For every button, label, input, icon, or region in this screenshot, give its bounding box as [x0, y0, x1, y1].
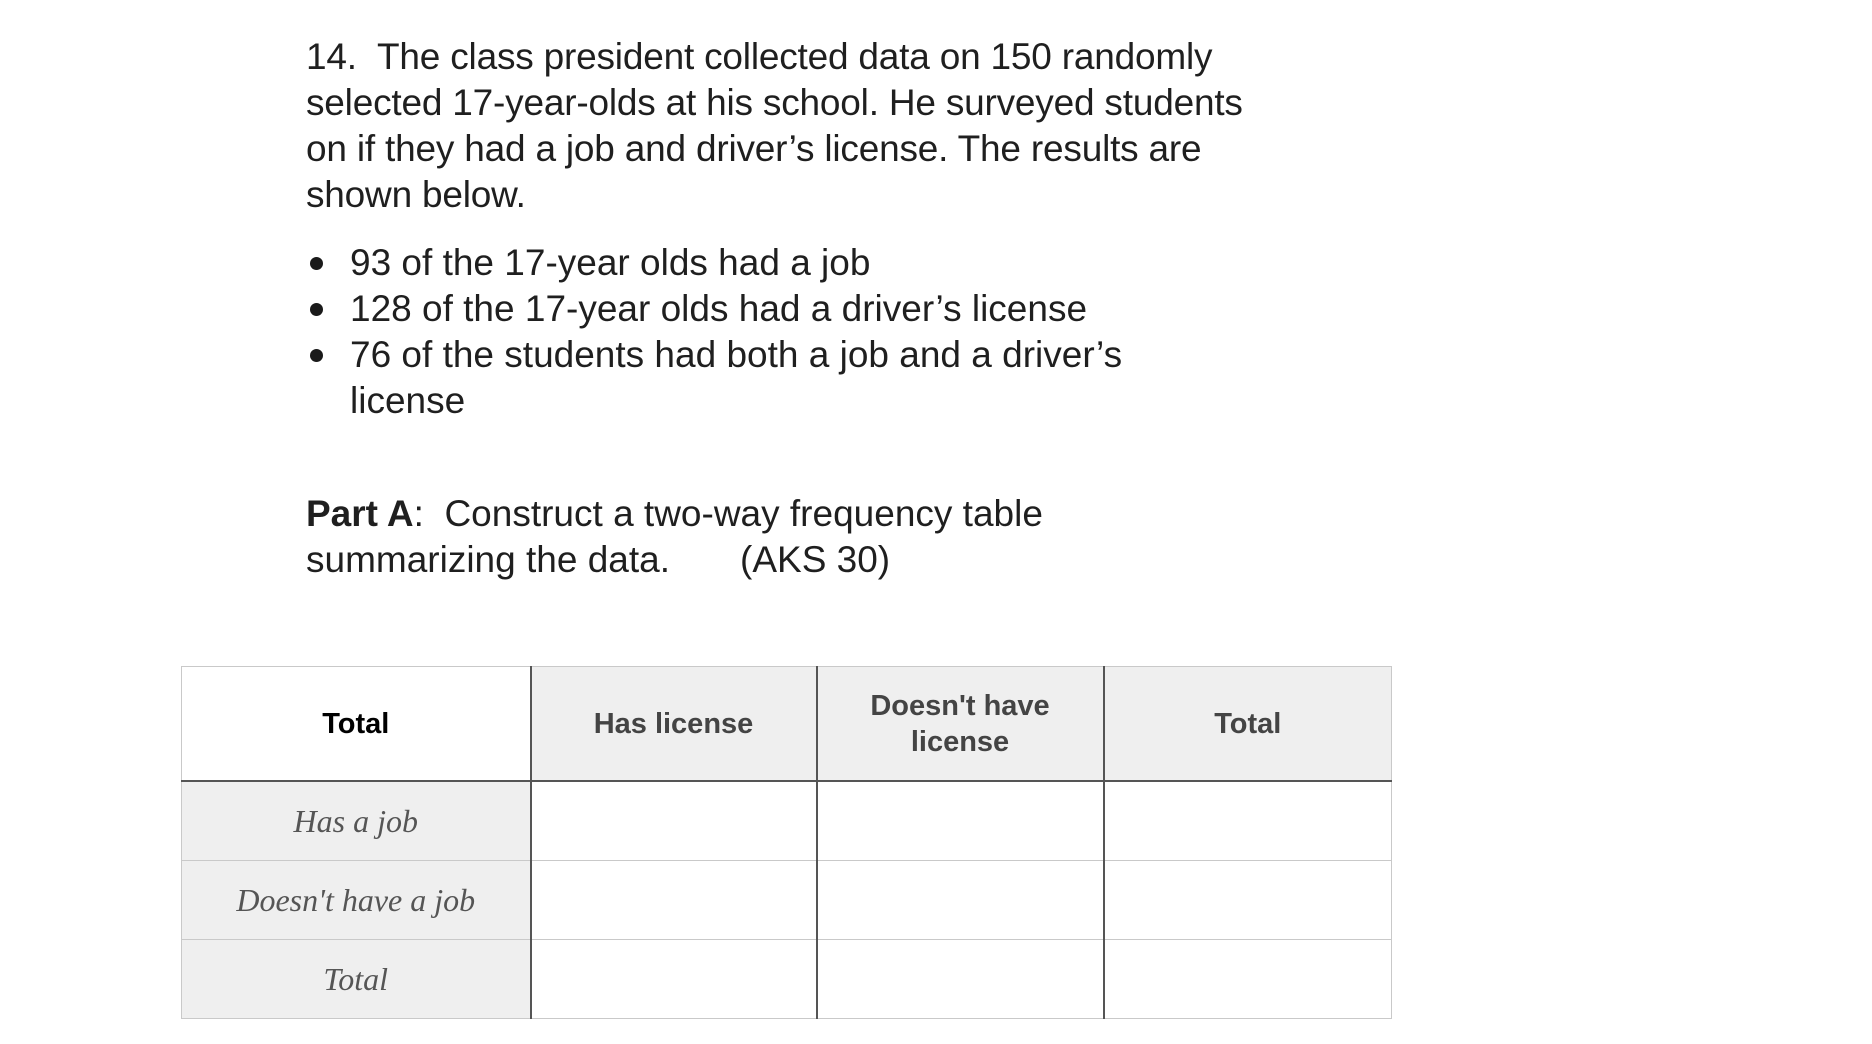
table-row [182, 861, 1392, 940]
row-label-total: Total [182, 940, 531, 1019]
cell-job-license[interactable] [531, 781, 817, 861]
header-has-license: Has license [531, 667, 817, 782]
question-text [306, 34, 1286, 218]
bullet-item [306, 286, 1206, 332]
bullet-icon [310, 349, 323, 362]
row-label-no-job: Doesn't have a job [182, 861, 531, 940]
part-a-text: Construct a two-way frequency table summarizing the data. [306, 493, 1043, 580]
bullet-text: 128 of the 17-year olds had a driver’s license [350, 288, 1088, 329]
cell-total-no-license[interactable] [817, 940, 1104, 1019]
cell-nojob-no-license[interactable] [817, 861, 1104, 940]
cell-grand-total[interactable] [1104, 940, 1392, 1019]
header-total: Total [1104, 667, 1392, 782]
header-corner-total: Total [182, 667, 531, 782]
bullet-item [306, 240, 1206, 286]
cell-nojob-license[interactable] [531, 861, 817, 940]
aks-reference: (AKS 30) [740, 539, 891, 580]
cell-nojob-total[interactable] [1104, 861, 1392, 940]
bullet-icon [310, 257, 323, 270]
cell-total-license[interactable] [531, 940, 817, 1019]
two-way-frequency-table [181, 666, 1392, 1019]
bullet-icon [310, 303, 323, 316]
table-row [182, 940, 1392, 1019]
question-paragraph [306, 34, 1286, 218]
bullet-text: 76 of the students had both a job and a driver’s license [350, 334, 1123, 421]
part-a-label: Part A [306, 493, 414, 534]
header-doesnt-have-license: Doesn't have license [817, 667, 1104, 782]
cell-job-total[interactable] [1104, 781, 1392, 861]
question-body: The class president collected data on 150 randomly selected 17-year-olds at his school. He surveyed students on if they had a job and driver’s license. The results are shown below. [306, 36, 1243, 215]
bullet-text: 93 of the 17-year olds had a job [350, 242, 871, 283]
table-row [182, 781, 1392, 861]
question-number: 14. [306, 36, 357, 77]
cell-job-no-license[interactable] [817, 781, 1104, 861]
bullet-item [306, 332, 1206, 424]
table-header-row [182, 667, 1392, 782]
row-label-has-job: Has a job [182, 781, 531, 861]
part-a-instruction: Part A: Construct a two-way frequency table summarizing the data. (AKS 30) [306, 491, 1206, 583]
data-bullet-list [306, 240, 1206, 424]
